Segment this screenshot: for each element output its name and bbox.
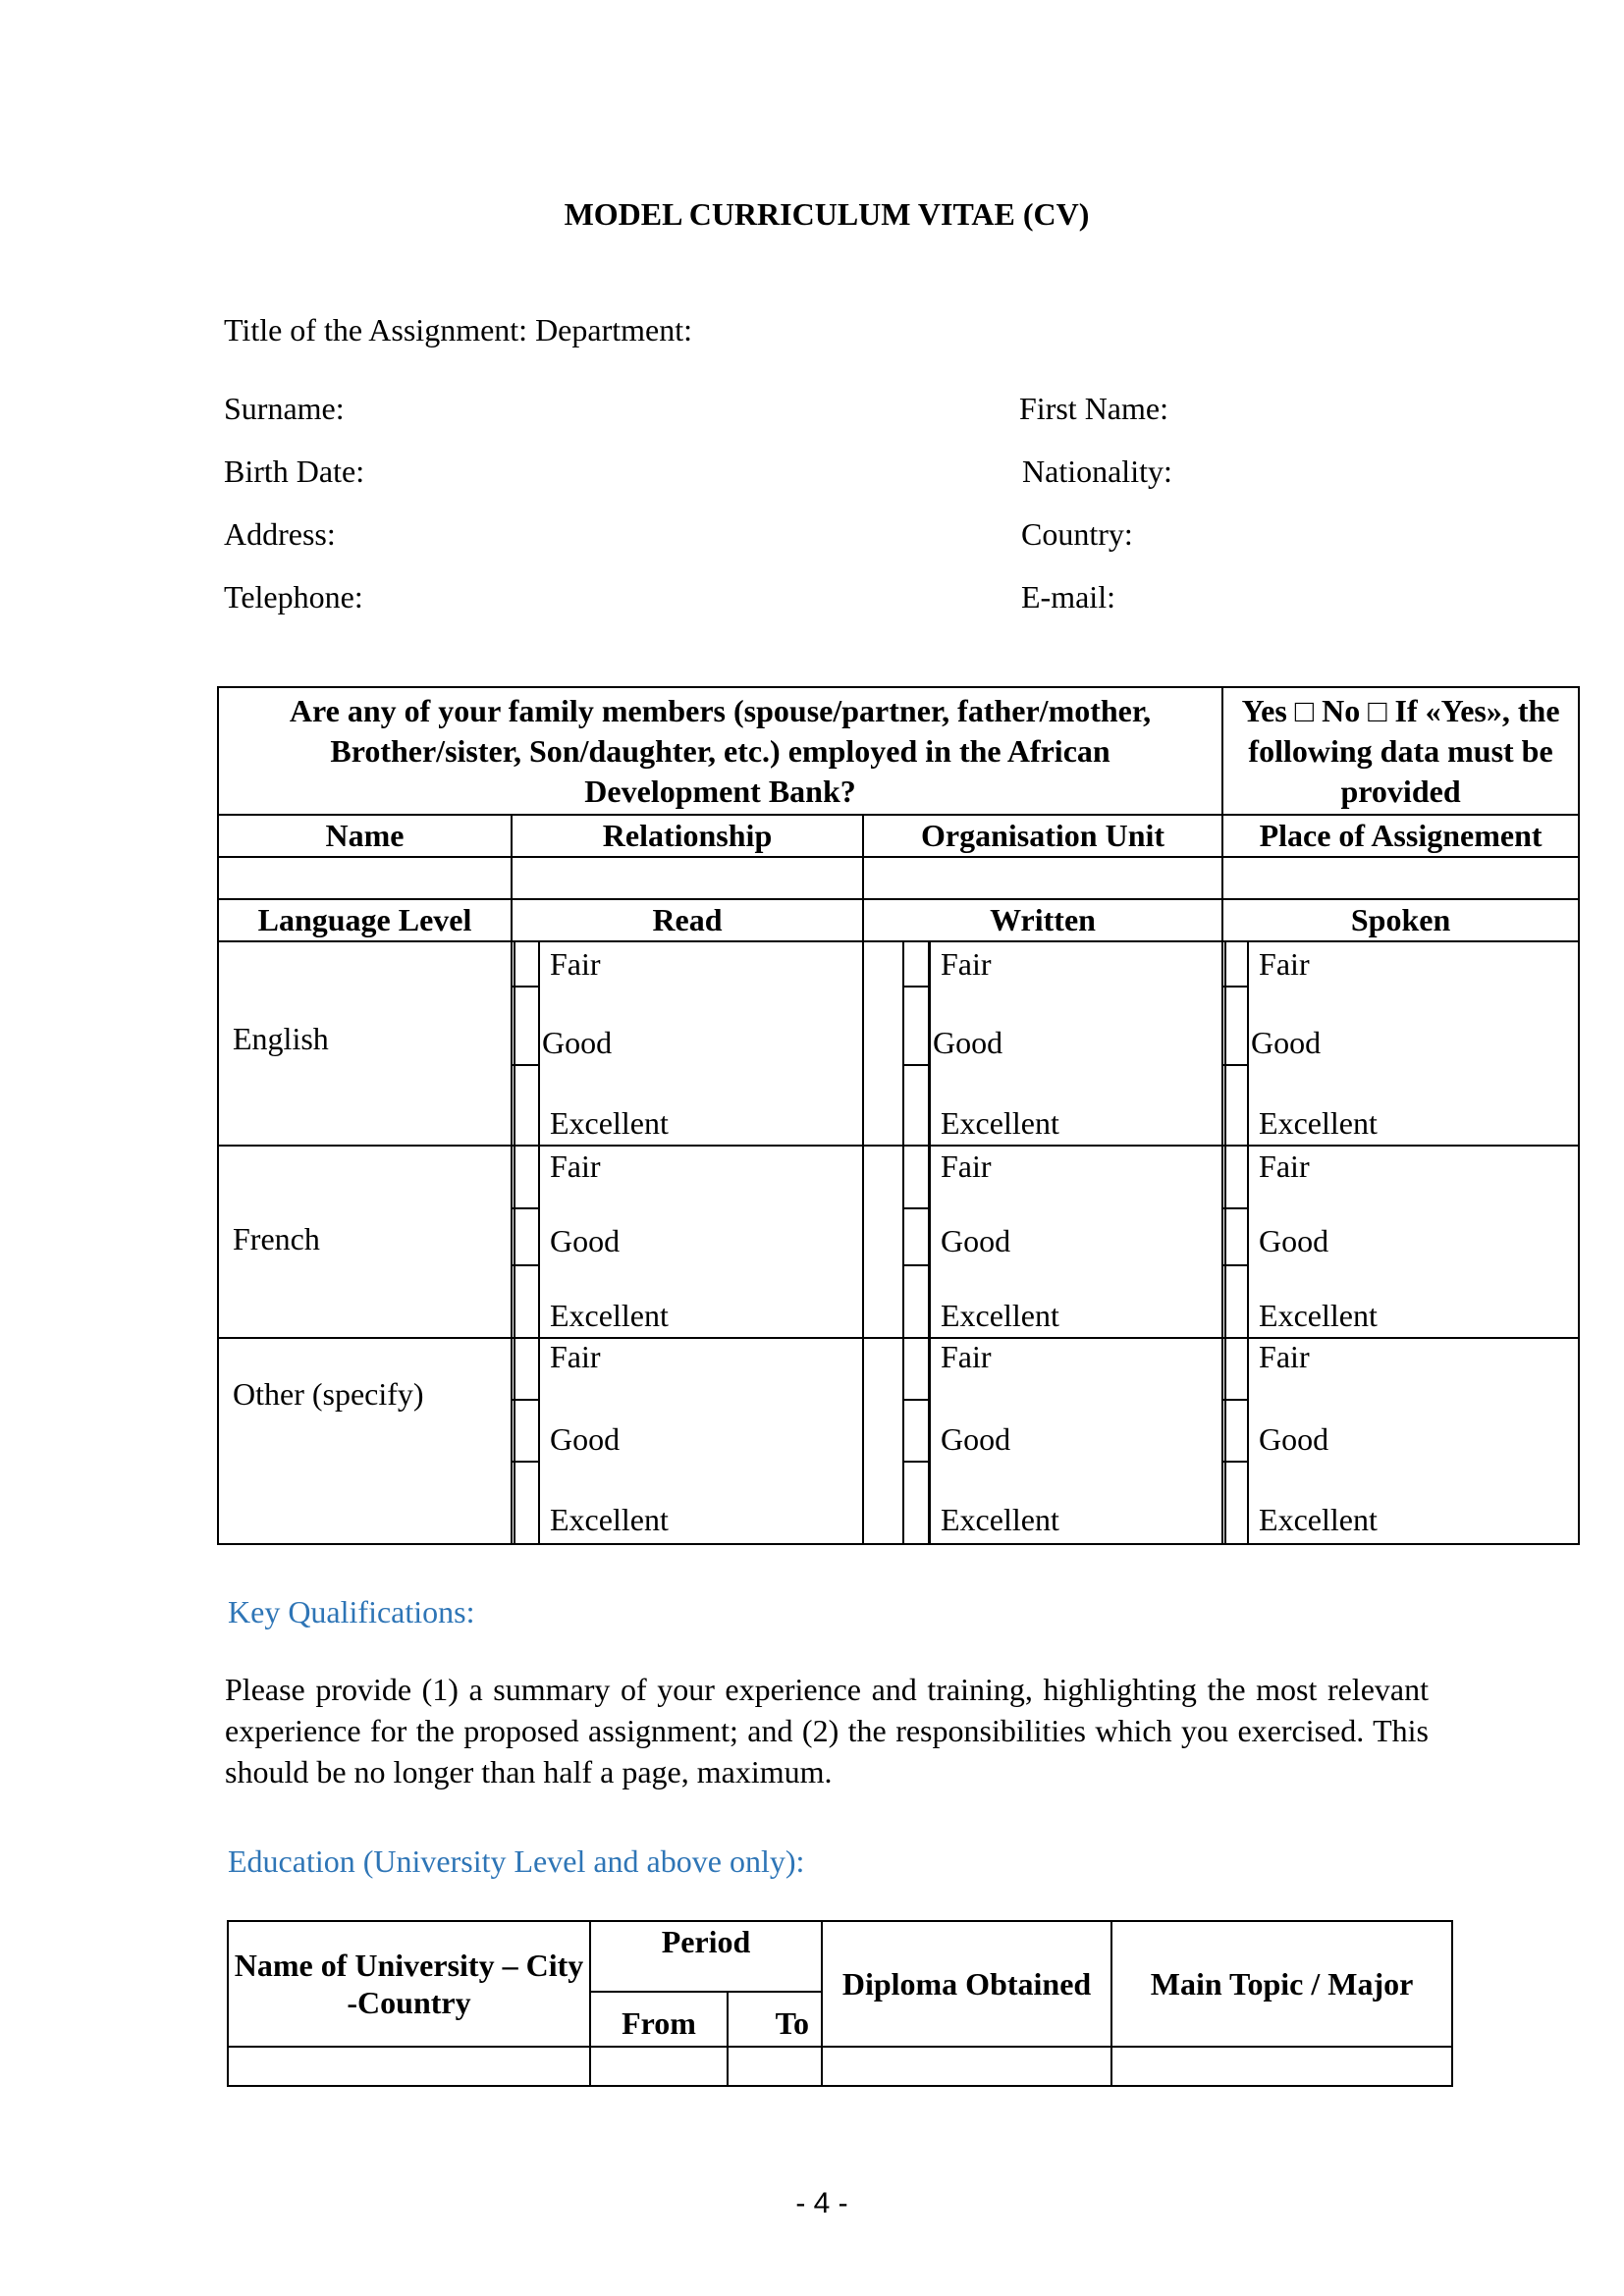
- checkbox-group-icon: [1223, 1147, 1249, 1337]
- family-name-cell[interactable]: [218, 857, 512, 899]
- option-good[interactable]: Good: [933, 1025, 1003, 1060]
- col-place-of-assignement: Place of Assignement: [1222, 815, 1579, 857]
- checkbox-column[interactable]: [512, 1146, 539, 1338]
- family-place-cell[interactable]: [1222, 857, 1579, 899]
- col-read: Read: [512, 899, 863, 941]
- option-fair[interactable]: Fair: [550, 1148, 601, 1184]
- option-excellent[interactable]: Excellent: [941, 1298, 1059, 1333]
- option-fair[interactable]: Fair: [941, 1339, 992, 1374]
- col-organisation-unit: Organisation Unit: [863, 815, 1222, 857]
- option-excellent[interactable]: Excellent: [550, 1502, 669, 1537]
- col-language-level: Language Level: [218, 899, 512, 941]
- option-fair[interactable]: Fair: [1259, 1148, 1310, 1184]
- edu-to-cell[interactable]: [728, 2047, 822, 2086]
- checkbox-column[interactable]: [1222, 1146, 1248, 1338]
- checkbox-column[interactable]: [1222, 941, 1248, 1146]
- checkbox-group-icon: [513, 1147, 540, 1337]
- assignment-line: Title of the Assignment: Department:: [224, 312, 692, 347]
- education-heading: Education (University Level and above only):: [228, 1843, 805, 1879]
- key-qualifications-text: Please provide (1) a summary of your experience and training, highlighting the most relevant experience for the proposed assignment; and (2) the responsibilities which you exercised. This should be no longer than half a page, maximum.: [225, 1672, 1429, 1789]
- address-label: Address:: [224, 516, 336, 552]
- checkbox-column[interactable]: [512, 941, 539, 1146]
- option-good[interactable]: Good: [550, 1421, 621, 1457]
- key-qualifications-heading: Key Qualifications:: [228, 1594, 475, 1629]
- family-relationship-cell[interactable]: [512, 857, 863, 899]
- col-main-topic: Main Topic / Major: [1111, 1921, 1452, 2047]
- col-spoken: Spoken: [1222, 899, 1579, 941]
- option-fair[interactable]: Fair: [1259, 1339, 1310, 1374]
- col-university: Name of University – City -Country: [228, 1921, 590, 2047]
- telephone-label: Telephone:: [224, 579, 363, 614]
- language-english: English: [218, 941, 512, 1146]
- option-excellent[interactable]: Excellent: [1259, 1105, 1378, 1141]
- option-fair[interactable]: Fair: [1259, 946, 1310, 982]
- option-excellent[interactable]: Excellent: [550, 1298, 669, 1333]
- checkbox-group-icon: [864, 1339, 931, 1543]
- option-excellent[interactable]: Excellent: [550, 1105, 669, 1141]
- checkbox-column[interactable]: [512, 1338, 539, 1544]
- option-good[interactable]: Good: [550, 1223, 621, 1258]
- option-excellent[interactable]: Excellent: [1259, 1298, 1378, 1333]
- option-fair[interactable]: Fair: [941, 946, 992, 982]
- country-label: Country:: [1021, 516, 1133, 552]
- checkbox-group-icon: [864, 942, 931, 1145]
- checkbox-column[interactable]: [863, 941, 930, 1146]
- option-fair[interactable]: Fair: [550, 946, 601, 982]
- option-good[interactable]: Good: [941, 1223, 1011, 1258]
- page-number: - 4 -: [795, 2187, 848, 2219]
- family-question: Are any of your family members (spouse/partner, father/mother, Brother/sister, Son/daughter, etc.) employed in the African Development Bank?: [218, 687, 1222, 815]
- option-excellent[interactable]: Excellent: [1259, 1502, 1378, 1537]
- page-title: MODEL CURRICULUM VITAE (CV): [564, 196, 1090, 232]
- option-good[interactable]: Good: [542, 1025, 613, 1060]
- birth-date-label: Birth Date:: [224, 454, 365, 489]
- col-to: To: [728, 1992, 822, 2047]
- language-french: French: [218, 1146, 512, 1338]
- checkbox-group-icon: [864, 1147, 931, 1337]
- col-period: Period: [590, 1921, 822, 1992]
- nationality-label: Nationality:: [1022, 454, 1172, 489]
- col-from: From: [590, 1992, 728, 2047]
- education-table: [227, 1920, 1453, 2087]
- edu-from-cell[interactable]: [590, 2047, 728, 2086]
- option-fair[interactable]: Fair: [941, 1148, 992, 1184]
- first-name-label: First Name:: [1019, 391, 1168, 426]
- option-good[interactable]: Good: [1251, 1025, 1322, 1060]
- edu-university-cell[interactable]: [228, 2047, 590, 2086]
- edu-topic-cell[interactable]: [1111, 2047, 1452, 2086]
- option-excellent[interactable]: Excellent: [941, 1502, 1059, 1537]
- family-language-table: [217, 686, 1580, 1545]
- option-good[interactable]: Good: [1259, 1223, 1329, 1258]
- checkbox-column[interactable]: [863, 1338, 930, 1544]
- option-good[interactable]: Good: [941, 1421, 1011, 1457]
- col-name: Name: [218, 815, 512, 857]
- family-organisation-cell[interactable]: [863, 857, 1222, 899]
- checkbox-column[interactable]: [863, 1146, 930, 1338]
- email-label: E-mail:: [1021, 579, 1115, 614]
- checkbox-group-icon: [1223, 1339, 1249, 1543]
- edu-diploma-cell[interactable]: [822, 2047, 1111, 2086]
- option-good[interactable]: Good: [1259, 1421, 1329, 1457]
- col-diploma: Diploma Obtained: [822, 1921, 1111, 2047]
- option-fair[interactable]: Fair: [550, 1339, 601, 1374]
- col-written: Written: [863, 899, 1222, 941]
- option-excellent[interactable]: Excellent: [941, 1105, 1059, 1141]
- col-relationship: Relationship: [512, 815, 863, 857]
- checkbox-group-icon: [513, 1339, 540, 1543]
- language-other: Other (specify): [218, 1338, 512, 1544]
- surname-label: Surname:: [224, 391, 345, 426]
- checkbox-group-icon: [513, 942, 540, 1145]
- checkbox-column[interactable]: [1222, 1338, 1248, 1544]
- family-answer: Yes □ No □ If «Yes», the following data must be provided: [1222, 687, 1579, 815]
